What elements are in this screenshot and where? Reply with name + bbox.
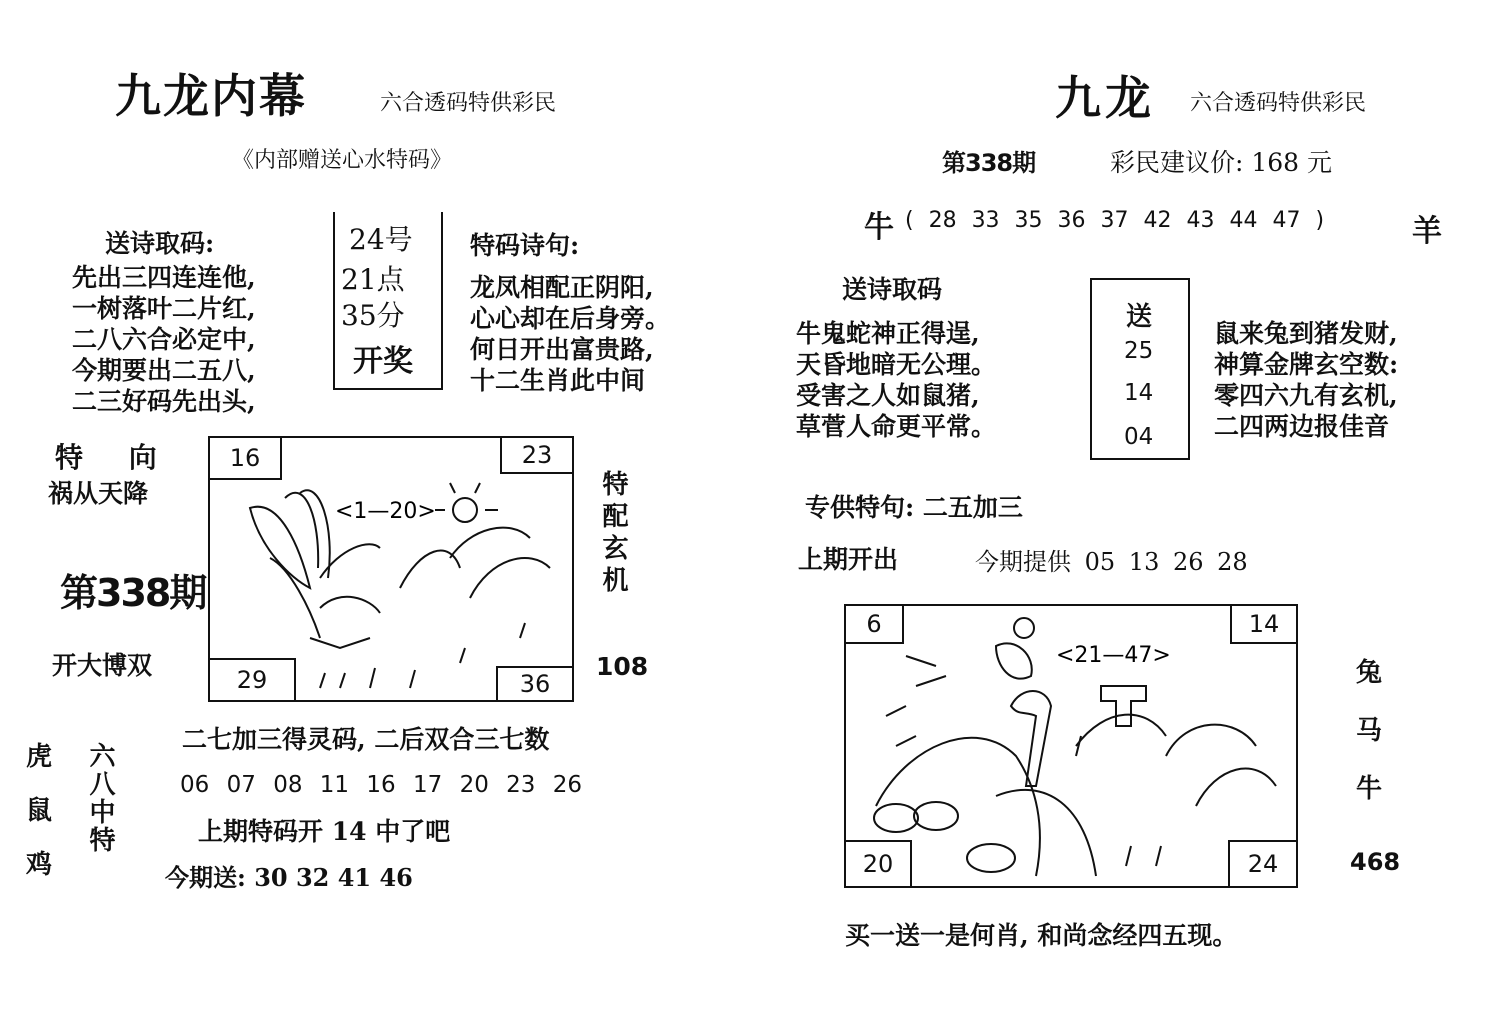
tejv-label: 特 向 bbox=[55, 441, 175, 474]
right-special: 专供特句: 二五加三 bbox=[805, 493, 1023, 522]
number: 26 bbox=[552, 772, 583, 798]
sketch-corner-tr: 14 bbox=[1230, 604, 1298, 644]
number: 17 bbox=[412, 772, 443, 798]
sketch-corner-tl: 16 bbox=[208, 436, 282, 480]
side-poem-line: 神算金牌玄空数: bbox=[1214, 350, 1399, 379]
side-poem-line: 二四两边报佳音 bbox=[1214, 412, 1390, 441]
sketch-corner-tl: 6 bbox=[844, 604, 904, 644]
special-line: 龙凤相配正阴阳, bbox=[470, 273, 654, 302]
poem-line: 一树落叶二片红, bbox=[72, 294, 256, 323]
right-poem-head: 送诗取码 bbox=[842, 275, 943, 304]
left-side-number: 108 bbox=[596, 652, 649, 681]
poem-line: 先出三四连连他, bbox=[72, 263, 256, 292]
poem-line: 二八六合必定中, bbox=[72, 325, 256, 354]
number: 08 bbox=[273, 772, 303, 798]
sketch-corner-bl: 29 bbox=[208, 658, 296, 702]
left-title: 九龙内幕 bbox=[115, 69, 307, 123]
send-label: 送 bbox=[1126, 302, 1153, 332]
side-poem-line: 鼠来兔到猪发财, bbox=[1214, 319, 1398, 348]
right-side-animals bbox=[1356, 644, 1382, 818]
right-side-number: 468 bbox=[1350, 848, 1401, 876]
right-last-label: 上期开出 bbox=[798, 545, 899, 574]
left-special-head: 特码诗句: bbox=[470, 231, 580, 260]
six-eight-vertical bbox=[82, 742, 119, 854]
left-poem bbox=[72, 262, 256, 417]
sketch-corner-bl: 20 bbox=[844, 840, 912, 888]
draw-hour: 21点 bbox=[341, 263, 405, 296]
right-price: 彩民建议价: 168 元 bbox=[1110, 148, 1333, 177]
sketch-corner-br: 24 bbox=[1228, 840, 1298, 888]
sketch-note: <1—20> bbox=[335, 499, 436, 524]
tejv-text: 祸从天降 bbox=[48, 479, 149, 508]
left-poem-head: 送诗取码: bbox=[105, 229, 215, 258]
poem-line: 今期要出二五八, bbox=[72, 356, 256, 385]
left-last-result: 上期特码开 14 中了吧 bbox=[198, 817, 451, 846]
range-right-animal: 羊 bbox=[1412, 214, 1442, 249]
number: 23 bbox=[506, 772, 536, 798]
special-line: 十二生肖此中间 bbox=[470, 366, 646, 395]
right-side-poem bbox=[1214, 318, 1398, 442]
right-poem bbox=[796, 318, 996, 442]
left-issue: 第338期 bbox=[60, 571, 206, 615]
right-title: 九龙 bbox=[1055, 71, 1155, 125]
special-line: 心心却在后身旁。 bbox=[470, 304, 671, 333]
special-line: 何日开出富贵路, bbox=[470, 335, 654, 364]
number: 11 bbox=[319, 772, 350, 798]
number: 06 bbox=[180, 772, 210, 798]
left-slogan: 六合透码特供彩民 bbox=[380, 91, 557, 116]
kaida-text: 开大博双 bbox=[52, 651, 153, 680]
range-left-animal: 牛 bbox=[864, 210, 894, 245]
right-today: 今期提供 05 13 26 28 bbox=[975, 548, 1248, 576]
poem-line: 牛鬼蛇神正得逞, bbox=[796, 319, 980, 348]
left-subtitle: 《内部赠送心水特码》 bbox=[232, 148, 453, 173]
draw-label: 开奖 bbox=[353, 344, 413, 379]
draw-date: 24号 bbox=[349, 223, 413, 256]
number: 07 bbox=[226, 772, 256, 798]
range-numbers: ( 28 33 35 36 37 42 43 44 47 ) bbox=[905, 208, 1325, 233]
left-side-vertical bbox=[596, 470, 630, 598]
send-number: 14 bbox=[1124, 380, 1154, 406]
left-special-poem bbox=[470, 272, 670, 396]
send-number: 04 bbox=[1124, 424, 1154, 450]
draw-time-box bbox=[333, 212, 443, 390]
right-issue: 第338期 bbox=[942, 149, 1036, 177]
six-eight-text: 六八中特 bbox=[85, 742, 115, 854]
left-number-row bbox=[180, 772, 582, 798]
animal: 马 bbox=[1356, 716, 1383, 746]
poem-line: 二三好码先出头, bbox=[72, 387, 256, 416]
poem-line: 草菅人命更平常。 bbox=[796, 412, 997, 441]
animal: 牛 bbox=[1356, 774, 1383, 804]
animal: 鼠 bbox=[26, 796, 53, 826]
right-slogan: 六合透码特供彩民 bbox=[1190, 91, 1367, 116]
number: 20 bbox=[459, 772, 489, 798]
animal: 鸡 bbox=[26, 850, 53, 880]
right-sketch bbox=[844, 604, 1298, 888]
left-hint: 二七加三得灵码, 二后双合三七数 bbox=[182, 725, 550, 754]
send-number: 25 bbox=[1124, 338, 1154, 364]
sketch-note: <21—47> bbox=[1056, 643, 1171, 668]
draw-minute: 35分 bbox=[341, 299, 405, 332]
left-sketch bbox=[208, 436, 574, 702]
sketch-corner-br: 36 bbox=[496, 666, 574, 702]
left-animals bbox=[26, 730, 52, 892]
right-bottom-line: 买一送一是何肖, 和尚念经四五现。 bbox=[845, 921, 1238, 950]
left-today: 今期送: 30 32 41 46 bbox=[165, 863, 413, 892]
animal: 虎 bbox=[26, 742, 53, 772]
side-poem-line: 零四六九有玄机, bbox=[1214, 381, 1398, 410]
poem-line: 受害之人如鼠猪, bbox=[796, 381, 980, 410]
animal: 兔 bbox=[1356, 658, 1383, 688]
poem-line: 天昏地暗无公理。 bbox=[796, 350, 997, 379]
side-char: 特配玄机 bbox=[598, 470, 628, 598]
number: 16 bbox=[366, 772, 396, 798]
send-box bbox=[1090, 278, 1190, 460]
sketch-corner-tr: 23 bbox=[500, 436, 574, 474]
